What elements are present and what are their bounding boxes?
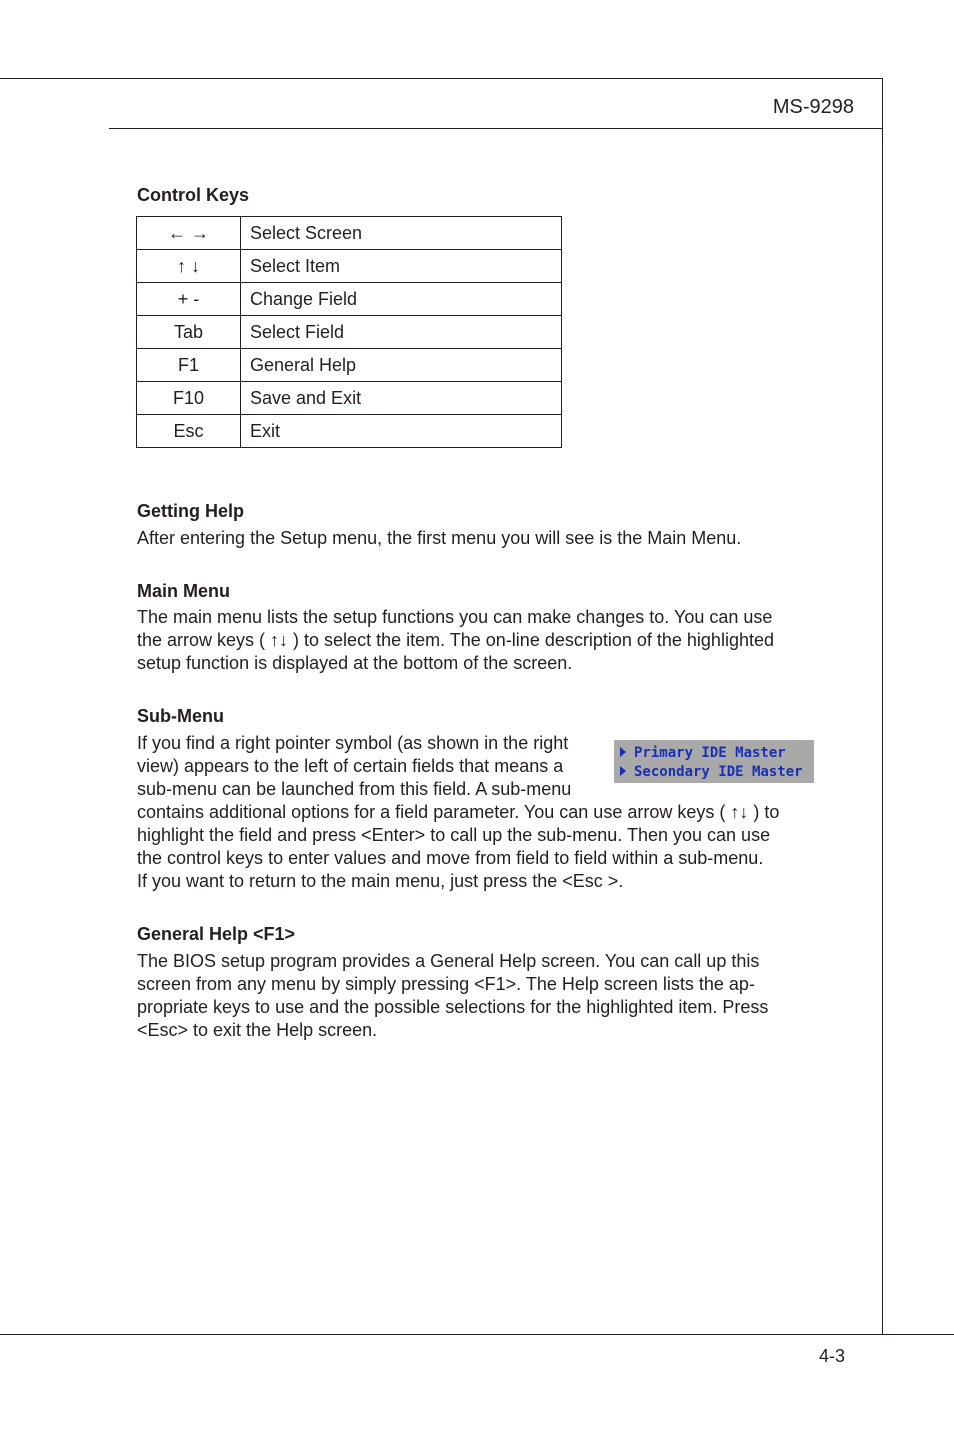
- bottom-rule: [0, 1334, 954, 1335]
- table-row: [137, 283, 562, 316]
- bios-submenu-item: [620, 744, 814, 763]
- key-cell: ← →: [137, 217, 241, 250]
- key-cell: F1: [137, 349, 241, 382]
- table-row: [137, 217, 562, 250]
- key-cell: Esc: [137, 415, 241, 448]
- main-menu-paragraph: [137, 606, 818, 675]
- function-cell: Select Field: [241, 316, 562, 349]
- function-cell: Select Item: [241, 250, 562, 283]
- main-menu-heading: Main Menu: [137, 581, 230, 601]
- key-cell: + -: [137, 283, 241, 316]
- text-line: setup function is displayed at the bottom of the screen.: [137, 653, 573, 673]
- function-cell: Exit: [241, 415, 562, 448]
- function-cell: General Help: [241, 349, 562, 382]
- text-line: The BIOS setup program provides a General Help screen. You can call up this: [137, 951, 760, 971]
- table-row: [137, 415, 562, 448]
- bios-submenu-item: [620, 763, 814, 782]
- function-cell: Select Screen: [241, 217, 562, 250]
- text-line: After entering the Setup menu, the first menu you will see is the Main Menu.: [137, 528, 742, 548]
- control-keys-table: [136, 216, 562, 448]
- key-cell: ↑ ↓: [137, 250, 241, 283]
- text-line: the control keys to enter values and move from field to field within a sub-menu.: [137, 848, 764, 868]
- table-row: [137, 250, 562, 283]
- table-row: [137, 349, 562, 382]
- page-number: 4-3: [818, 1346, 845, 1366]
- text-line: The main menu lists the setup functions you can make changes to. You can use: [137, 607, 773, 627]
- text-line: propriate keys to use and the possible selections for the highlighted item. Press: [137, 997, 769, 1017]
- text-line: <Esc> to exit the Help screen.: [137, 1020, 378, 1040]
- getting-help-heading: Getting Help: [137, 501, 244, 521]
- key-cell: Tab: [137, 316, 241, 349]
- right-rule: [882, 78, 883, 1335]
- key-cell: F10: [137, 382, 241, 415]
- text-line: contains additional options for a field parameter. You can use arrow keys ( ↑↓ ) to: [137, 802, 780, 822]
- text-line: the arrow keys ( ↑↓ ) to select the item. The on-line description of the highlighted: [137, 630, 774, 650]
- general-help-paragraph: [137, 950, 818, 1042]
- text-line: highlight the field and press <Enter> to call up the sub-menu. Then you can use: [137, 825, 771, 845]
- bios-submenu-screenshot: [614, 740, 814, 783]
- text-line: If you find a right pointer symbol (as shown in the right: [137, 733, 569, 753]
- right-pointer-icon: [620, 766, 626, 776]
- getting-help-paragraph: [137, 527, 818, 550]
- top-rule: [0, 78, 883, 79]
- text-line: If you want to return to the main menu, just press the <Esc >.: [137, 871, 624, 891]
- control-keys-heading: Control Keys: [137, 185, 250, 205]
- text-line: sub-menu can be launched from this field. A sub-menu: [137, 779, 572, 799]
- general-help-heading: General Help <F1>: [137, 924, 296, 944]
- model-number: MS-9298: [772, 96, 854, 118]
- table-row: [137, 382, 562, 415]
- bios-submenu-label: Primary IDE Master: [634, 745, 786, 761]
- header-rule: [109, 128, 883, 129]
- text-line: screen from any menu by simply pressing <F1>. The Help screen lists the ap-: [137, 974, 755, 994]
- right-pointer-icon: [620, 747, 626, 757]
- text-line: view) appears to the left of certain fields that means a: [137, 756, 564, 776]
- table-row: [137, 316, 562, 349]
- function-cell: Save and Exit: [241, 382, 562, 415]
- sub-menu-heading: Sub-Menu: [137, 706, 224, 726]
- function-cell: Change Field: [241, 283, 562, 316]
- bios-submenu-label: Secondary IDE Master: [634, 764, 803, 780]
